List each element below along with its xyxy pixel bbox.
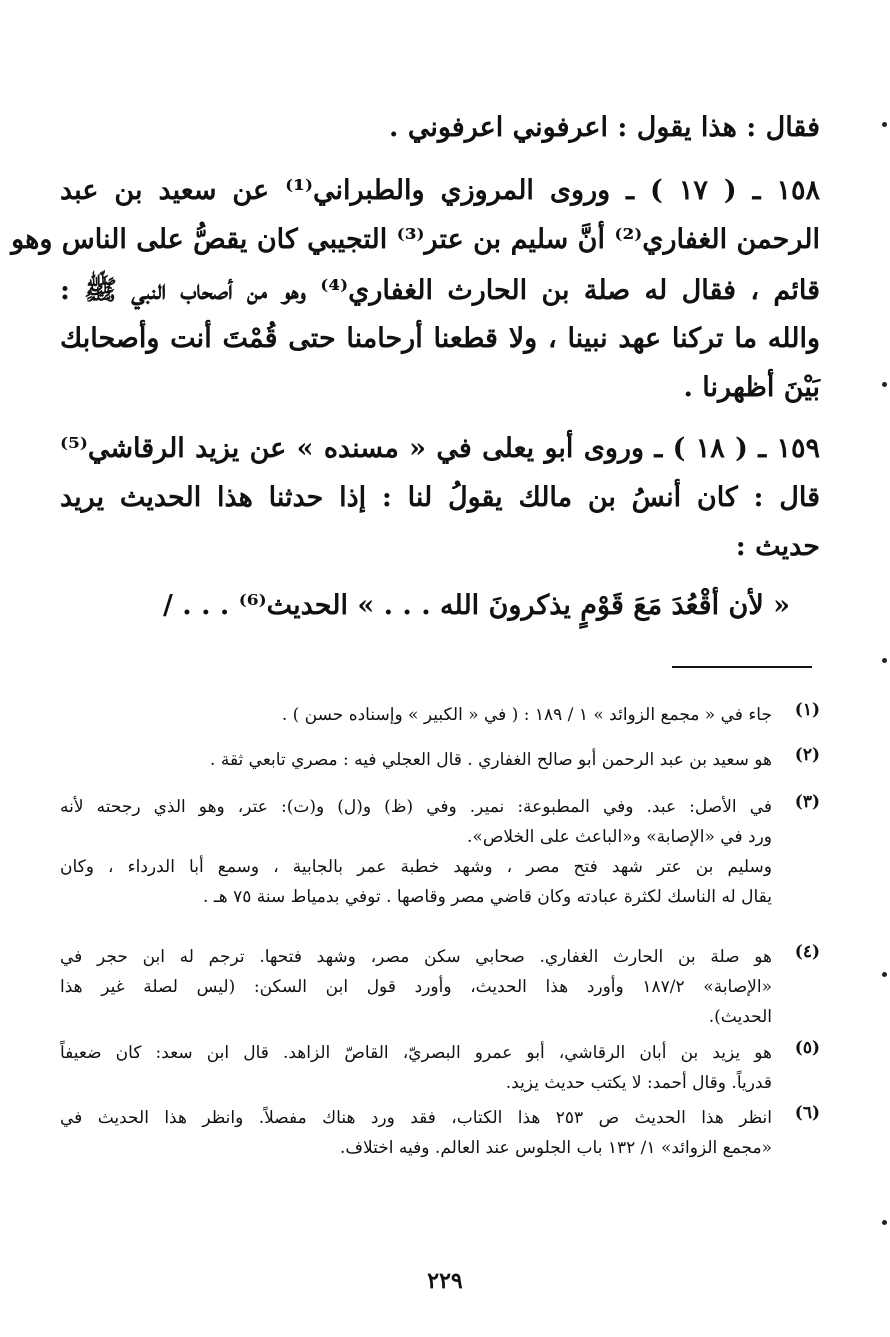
footnote-line: هو يزيد بن أبان الرقاشي، أبو عمرو البصريّ، القاصّ الزاهد. قال ابن سعد: كان ضعيفاً [60, 1043, 772, 1063]
footnote-line: ورد في «الإصابة» و«الباعث على الخلاص». [467, 827, 772, 847]
page-number: ٢٢٩ [427, 1268, 463, 1294]
hadith-quote-line: « لأن أقْعُدَ مَعَ قَوْمٍ يذكرونَ الله . . . » الحديث⁽⁶⁾ . . . / [163, 590, 790, 621]
footnote-number: (٢) [794, 745, 820, 765]
footnote-4 [60, 942, 820, 1032]
scan-mark [882, 122, 887, 127]
footnote-line: الحديث). [708, 1007, 772, 1027]
footnote-line: يقال له الناسك لكثرة عبادته وكان قاضي مصر وقاصها . توفي بدمياط سنة ٧٥ هـ . [202, 887, 772, 907]
hadith-158-line: قائم ، فقال له صلة بن الحارث الغفاري⁽⁴⁾ وهو من أصحاب النبي ﷺ : [60, 275, 820, 306]
footnote-line: في الأصل: عبد. وفي المطبوعة: نمير. وفي (ظ) و(ل) و(ت): عتر، وهو الذي رجحته لأنه [60, 797, 772, 817]
footnote-3 [60, 792, 820, 912]
scan-mark [882, 382, 887, 387]
footnote-line: «الإصابة» ١٨٧/٢ وأورد هذا الحديث، وأورد قول ابن السكن: (ليس لصلة غير هذا [60, 977, 772, 997]
hadith-158-line: الرحمن الغفاري⁽²⁾ أنَّ سليم بن عتر⁽³⁾ التجيبي كان يقصُّ على الناس وهو [11, 224, 820, 255]
footnote-line: جاء في « مجمع الزوائد » ١ / ١٨٩ : ( في « الكبير » وإسناده حسن ) . [281, 705, 772, 725]
footnote-number: (٦) [794, 1103, 820, 1123]
footnote-number: (٥) [794, 1038, 820, 1058]
hadith-159-line: قال : كان أنسُ بن مالك يقولُ لنا : إذا حدثنا هذا الحديث يريد [60, 482, 820, 513]
hadith-159-line: ١٥٩ ـ ( ١٨ ) ـ وروى أبو يعلى في « مسنده » عن يزيد الرقاشي⁽⁵⁾ [60, 433, 820, 464]
scan-mark [882, 972, 887, 977]
footnote-line: هو صلة بن الحارث الغفاري. صحابي سكن مصر، وشهد فتحها. ترجم له ابن حجر في [60, 947, 772, 967]
footnote-1 [60, 700, 820, 730]
scan-mark [882, 658, 887, 663]
footnote-6 [60, 1103, 820, 1163]
footnote-line: قدرياً. وقال أحمد: لا يكتب حديث يزيد. [505, 1073, 772, 1093]
footnote-divider [672, 666, 812, 668]
footnote-number: (٣) [794, 792, 820, 812]
footnote-number: (١) [794, 700, 820, 720]
footnote-line: هو سعيد بن عبد الرحمن أبو صالح الغفاري . قال العجلي فيه : مصري تابعي ثقة . [210, 750, 772, 770]
footnote-2 [60, 745, 820, 775]
footnote-5 [60, 1038, 820, 1098]
opening-line: فقال : هذا يقول : اعرفوني اعرفوني . [389, 112, 820, 143]
scan-mark [882, 1220, 887, 1225]
hadith-158-line: والله ما تركنا عهد نبينا ، ولا قطعنا أرحامنا حتى قُمْتَ أنت وأصحابك [60, 323, 820, 354]
hadith-158-line: بَيْنَ أظهرنا . [683, 372, 820, 403]
footnote-line: انظر هذا الحديث ص ٢٥٣ هذا الكتاب، فقد ورد هناك مفصلاً. وانظر هذا الحديث في [60, 1108, 772, 1128]
hadith-159-line: حديث : [735, 531, 820, 562]
hadith-158-line: ١٥٨ ـ ( ١٧ ) ـ وروى المروزي والطبراني⁽¹⁾ عن سعيد بن عبد [60, 175, 821, 206]
footnote-number: (٤) [794, 942, 820, 962]
footnote-line: «مجمع الزوائد» ١/ ١٣٢ باب الجلوس عند العالم. وفيه اختلاف. [340, 1138, 772, 1158]
footnote-line: وسليم بن عتر شهد فتح مصر ، وشهد خطبة عمر بالجابية ، وسمع أبا الدرداء ، وكان [60, 857, 772, 877]
